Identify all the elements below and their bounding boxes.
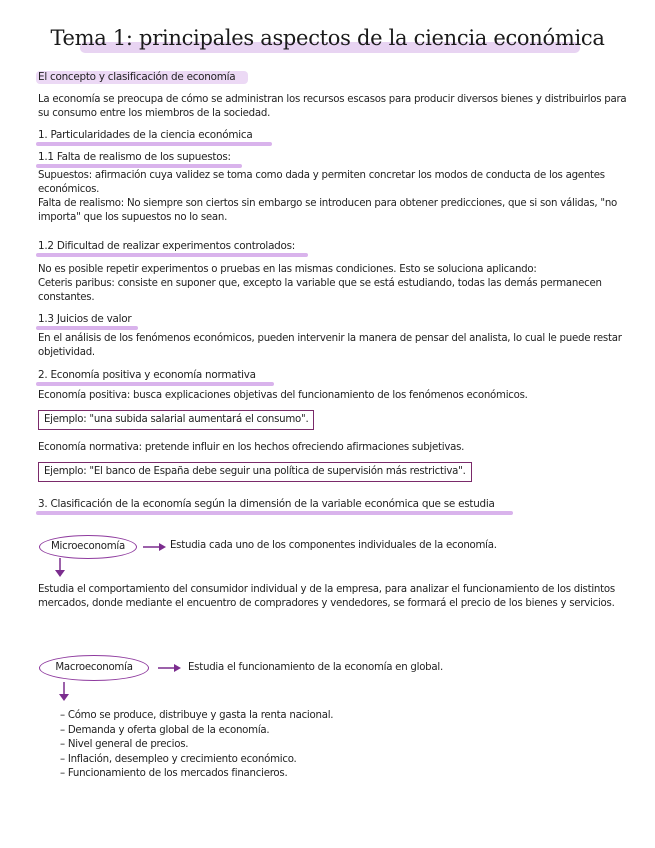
section3-heading: 3. Clasificación de la economía según la dimensión de la variable económica que se estudia [38, 498, 495, 510]
positive-economy-text: Economía positiva: busca explicaciones objetivas del funcionamiento de los fenómenos económicos. [38, 390, 528, 401]
normative-economy-text: Economía normativa: pretende influir en los hechos ofreciendo afirmaciones subjetivas. [38, 442, 465, 453]
normative-example-box: Ejemplo: "El banco de España debe seguir una política de supervisión más restrictiva". [38, 462, 472, 482]
micro-pill: Microeconomía [39, 535, 137, 559]
list-item: – Funcionamiento de los mercados financieros. [60, 768, 288, 780]
list-item: – Nivel general de precios. [60, 739, 189, 751]
positive-example-box: Ejemplo: "una subida salarial aumentará el consumo". [38, 410, 314, 430]
section1-1-heading: 1.1 Falta de realismo de los supuestos: [38, 151, 231, 163]
list-item: – Demanda y oferta global de la economía. [60, 724, 270, 736]
section1-1-heading-underline [36, 164, 242, 168]
section3-heading-underline [36, 511, 513, 515]
micro-description: Estudia el comportamiento del consumidor individual y de la empresa, para analizar el funcionamiento de los distintos mercados, donde mediante el encuentro de compradores y vendedores, se formará el precio de los bienes y servicios. [38, 584, 615, 609]
list-item: – Inflación, desempleo y crecimiento económico. [60, 753, 297, 765]
intro-paragraph: La economía se preocupa de cómo se administran los recursos escasos para producir diversos bienes y distribuirlos para su consumo entre los miembros de la sociedad. [38, 94, 627, 119]
section1-2-heading-underline [36, 253, 308, 257]
macro-topics-list [60, 709, 333, 782]
section1-3-heading: 1.3 Juicios de valor [38, 313, 132, 325]
section1-3-text: En el análisis de los fenómenos económicos, pueden intervenir la manera de pensar del analista, lo cual le puede restar objetividad. [38, 333, 622, 358]
section1-heading: 1. Particularidades de la ciencia económica [38, 129, 253, 141]
macro-right-arrow-icon [158, 663, 182, 673]
macro-definition: Estudia el funcionamiento de la economía en global. [188, 662, 443, 673]
concept-heading: El concepto y clasificación de economía [38, 71, 236, 83]
list-item: – Cómo se produce, distribuye y gasta la renta nacional. [60, 710, 334, 721]
micro-right-arrow-icon [143, 542, 167, 552]
section2-heading: 2. Economía positiva y economía normativa [38, 369, 256, 381]
macro-pill: Macroeconomía [39, 655, 149, 681]
macro-down-arrow-icon [58, 682, 70, 702]
section1-2-ceteris-paribus: Ceteris paribus: consiste en suponer que, excepto la variable que se está estudiando, todas las demás permanecen constantes. [38, 278, 602, 303]
section1-2-text: No es posible repetir experimentos o pruebas en las mismas condiciones. Esto se soluciona aplicando: [38, 264, 537, 275]
section1-1-supuestos: Supuestos: afirmación cuya validez se toma como dada y permiten concretar los modos de conducta de los agentes económicos. [38, 170, 605, 195]
micro-down-arrow-icon [54, 558, 66, 578]
section1-heading-underline [36, 142, 272, 146]
section1-3-heading-underline [36, 326, 138, 330]
section2-heading-underline [36, 382, 274, 386]
page-title: Tema 1: principales aspectos de la ciencia económica [50, 26, 605, 50]
section1-1-falta-realismo: Falta de realismo: No siempre son ciertos sin embargo se introducen para obtener predicciones, que si son válidas, "no importa" que los supuestos no lo sean. [38, 198, 618, 223]
micro-definition: Estudia cada uno de los componentes individuales de la economía. [170, 540, 497, 551]
section1-2-heading: 1.2 Dificultad de realizar experimentos controlados: [38, 240, 296, 252]
